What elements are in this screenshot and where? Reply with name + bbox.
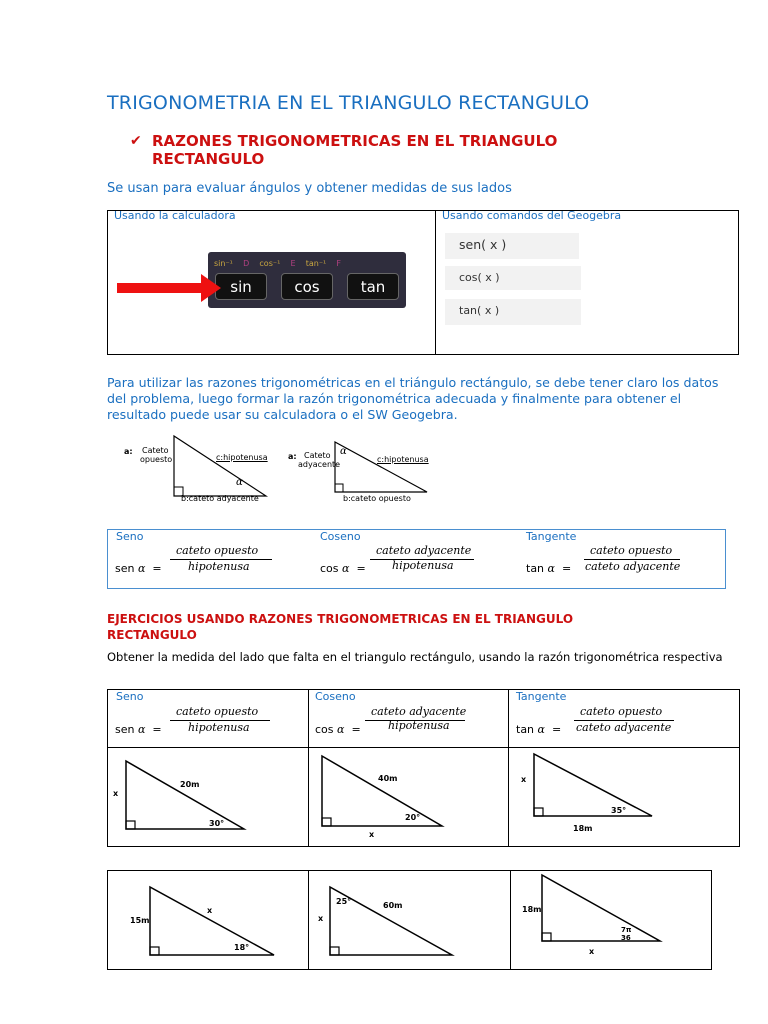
diagram-left-a-text-1: Cateto [142, 446, 169, 455]
calculator-table [107, 210, 739, 355]
exercise-3-angle: 35° [611, 806, 627, 815]
exercise-5-angle: 25° [336, 897, 352, 906]
ex-tangente-header: Tangente [516, 690, 567, 703]
diagram-right-c: c:hipotenusa [377, 455, 429, 464]
exercise-4-angle: 18° [234, 943, 250, 952]
page-title: TRIGONOMETRIA EN EL TRIANGULO RECTANGULO [107, 92, 590, 114]
sin-key: sin [215, 273, 267, 300]
ex-seno-header: Seno [116, 690, 144, 703]
exercises-title-line-1: EJERCICIOS USANDO RAZONES TRIGONOMETRICAS EN EL TRIANGULO [107, 612, 574, 626]
exercise-4-side: 15m [130, 916, 150, 925]
exercise-2-hyp: 40m [378, 774, 398, 783]
coseno-denominator: hipotenusa [392, 559, 454, 572]
diagram-right-b: b:cateto opuesto [343, 494, 411, 503]
diagram-right-a-text-1: Cateto [304, 451, 331, 460]
cos-command: cos( x ) [445, 266, 581, 290]
diagram-left-c: c:hipotenusa [216, 453, 268, 462]
subtitle-line-1: RAZONES TRIGONOMETRICAS EN EL TRIANGULO [152, 132, 558, 150]
calculator-header: Usando la calculadora [114, 209, 236, 222]
exercise-2-side: x [369, 830, 375, 839]
tan-command: tan( x ) [445, 299, 581, 325]
geogebra-header: Usando comandos del Geogebra [442, 209, 622, 222]
coseno-numerator: cateto adyacente [376, 544, 472, 557]
diagram-left-b: b:cateto adyacente [181, 494, 259, 503]
ex-seno-formula: sen α = [115, 723, 162, 736]
ex-coseno-formula: cos α = [315, 723, 361, 736]
exercise-3-side: x [521, 775, 527, 784]
seno-numerator: cateto opuesto [176, 544, 259, 557]
exercise-1-hyp: 20m [180, 780, 200, 789]
exercise-1-side: x [113, 789, 119, 798]
ex-tangente-numerator: cateto opuesto [580, 705, 663, 718]
exercise-1-angle: 30° [209, 819, 225, 828]
calc-label-cos-inv: cos⁻¹ [259, 259, 281, 268]
tangente-header: Tangente [526, 530, 577, 543]
calc-label-f: F [336, 259, 342, 268]
calc-label-tan-inv: tan⁻¹ [305, 259, 327, 268]
calc-label-e: E [290, 259, 296, 268]
cos-key: cos [281, 273, 333, 300]
exercise-3-triangle [530, 752, 656, 820]
check-icon: ✔ [130, 133, 142, 149]
sen-command: sen( x ) [445, 233, 579, 259]
exercises-table [107, 689, 740, 847]
exercise-1-triangle [120, 753, 248, 833]
instructions-paragraph: Para utilizar las razones trigonométricas en el triángulo rectángulo, se debe tener claro los datos del problema, luego formar la razón trigonométrica adecuada y finalmente para obtener el resultado puede usar su calculadora o el SW Geogebra. [107, 375, 719, 422]
tangente-formula: tan α = [526, 562, 572, 575]
ex-coseno-numerator: cateto adyacente [371, 705, 467, 718]
exercise-2-angle: 20° [405, 813, 421, 822]
coseno-header: Coseno [320, 530, 361, 543]
exercises-title [107, 611, 667, 643]
intro-text: Se usan para evaluar ángulos y obtener medidas de sus lados [107, 181, 512, 196]
diagram-left-a: a: [124, 447, 133, 456]
exercise-6-triangle [538, 873, 664, 945]
subtitle-line-2: RECTANGULO [152, 150, 265, 168]
exercise-6-bottom: x [589, 947, 595, 956]
exercise-6-angle-num: 7π [621, 926, 632, 934]
exercises-title-line-2: RECTANGULO [107, 628, 197, 642]
exercise-4-triangle [146, 885, 278, 959]
exercise-6-angle-den: 36 [621, 934, 631, 942]
ex-coseno-denominator: hipotenusa [388, 719, 450, 732]
diagram-right-a: a: [288, 452, 297, 461]
diagram-left-a-text-2: opuesto [140, 455, 173, 464]
ex-tangente-denominator: cateto adyacente [576, 721, 672, 734]
calc-label-d: D [243, 259, 250, 268]
exercises-table-row-2 [107, 870, 712, 970]
calculator-keys-image [208, 252, 406, 308]
exercise-2-triangle [318, 754, 446, 830]
tangente-numerator: cateto opuesto [590, 544, 673, 557]
exercise-4-hyp: x [207, 906, 213, 915]
coseno-formula: cos α = [320, 562, 366, 575]
diagram-right-a-text-2: adyacente [298, 460, 341, 469]
ex-tangente-formula: tan α = [516, 723, 562, 736]
seno-header: Seno [116, 530, 144, 543]
calc-label-sin-inv: sin⁻¹ [214, 259, 233, 268]
diagram-right-angle: α [340, 446, 347, 457]
exercise-5-hyp: 60m [383, 901, 403, 910]
seno-denominator: hipotenusa [188, 560, 250, 573]
ex-seno-denominator: hipotenusa [188, 721, 250, 734]
exercise-5-side: x [318, 914, 324, 923]
ratios-box [107, 529, 726, 589]
ex-seno-numerator: cateto opuesto [176, 705, 259, 718]
exercise-3-bottom: 18m [573, 824, 593, 833]
red-arrow-icon [117, 274, 221, 302]
tangente-denominator: cateto adyacente [585, 560, 681, 573]
ex-coseno-header: Coseno [315, 690, 356, 703]
diagram-left-angle: α [236, 477, 243, 488]
section-subtitle [130, 132, 557, 168]
tan-key: tan [347, 273, 399, 300]
seno-formula: sen α = [115, 562, 162, 575]
exercises-instructions: Obtener la medida del lado que falta en el triangulo rectángulo, usando la razón trigonométrica respectiva [107, 650, 723, 664]
exercise-6-side: 18m [522, 905, 542, 914]
